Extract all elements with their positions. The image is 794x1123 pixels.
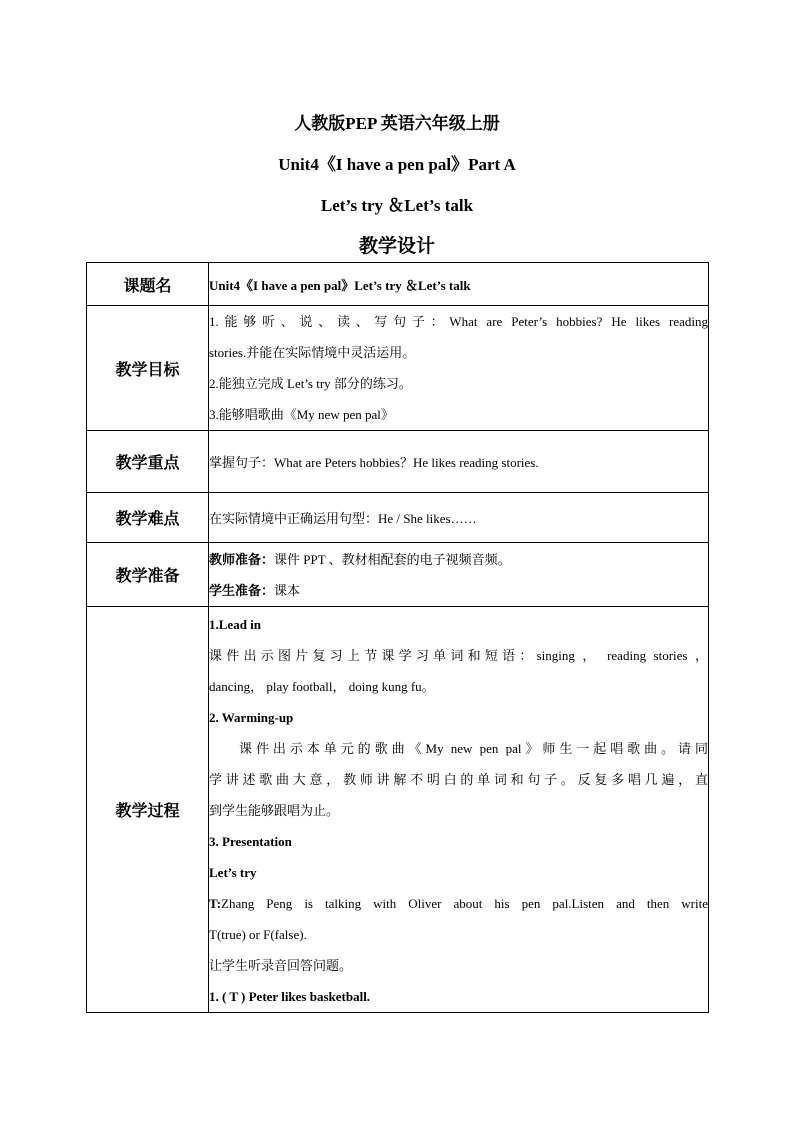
table-row-objectives [87,306,709,431]
teacher-prep-label: 教师准备： [209,551,275,567]
process-heading-lead-in: 1.Lead in [209,617,262,632]
objective-line-4: 3.能够唱歌曲《My new pen pal》 [209,407,394,422]
process-question-1: 1. ( T ) Peter likes basketball. [209,989,371,1004]
process-listen-instruction: 让学生听录音回答问题。 [209,958,353,973]
row-label-difficulties: 教学难点 [87,493,209,543]
teacher-preparation [209,544,708,575]
document-title-block [0,103,794,267]
teacher-prep-text: 课件 PPT 、教材相配套的电子视频音频。 [274,551,511,567]
teacher-label: T: [209,896,222,911]
teacher-instruction-text: Zhang Peng is talking with Oliver about his pen pal.Listen and then write [221,896,708,911]
table-row-process [87,607,709,1013]
row-content-objectives [209,306,709,431]
title-line-4: 教学设计 [358,236,435,257]
row-label-key-points: 教学重点 [87,431,209,493]
row-label-process: 教学过程 [87,607,209,1013]
process-warming-up-line-3: 到学生能够跟唱为止。 [209,803,340,818]
process-heading-lets-try: Let’s try [209,865,257,880]
objective-line-1: 1.能够听、说、读、写句子：What are Peter’s hobbies? He likes reading [209,314,708,329]
student-prep-label: 学生准备： [209,582,275,598]
row-content-process [209,607,709,1013]
process-lead-in-line-1: 课件出示图片复习上节课学习单词和短语：singing ， reading stories ， [209,648,708,663]
table-row-preparation [87,543,709,607]
row-label-objectives: 教学目标 [87,306,209,431]
title-line-3: Let’s try ＆Let’s talk [320,196,474,215]
objective-line-3: 2.能独立完成 Let’s try 部分的练习。 [209,376,412,391]
table-row-difficulties [87,493,709,543]
title-line-2: Unit4《I have a pen pal》Part A [278,155,516,174]
row-content-key-points: 掌握句子：What are Peters hobbies？He likes reading stories. [209,431,709,493]
table-row-topic [87,263,709,306]
student-prep-text: 课本 [274,582,301,598]
process-heading-presentation: 3. Presentation [209,834,292,849]
lesson-plan-table [86,262,709,1013]
process-heading-warming-up: 2. Warming-up [209,710,294,725]
table-row-key-points [87,431,709,493]
row-label-topic: 课题名 [87,263,209,306]
objective-line-2: stories.并能在实际情境中灵活运用。 [209,345,416,360]
row-content-difficulties: 在实际情境中正确运用句型：He / She likes…… [209,493,709,543]
row-content-preparation [209,543,709,607]
title-line-1: 人教版PEP 英语六年级上册 [294,114,500,133]
process-warming-up-line-1: 课件出示本单元的歌曲《My new pen pal》师生一起唱歌曲。请同 [239,741,708,756]
process-teacher-instruction-line-2: T(true) or F(false). [209,927,307,942]
row-label-preparation: 教学准备 [87,543,209,607]
row-content-topic: Unit4《I have a pen pal》Let’s try ＆Let’s talk [209,263,709,306]
student-preparation [209,575,708,606]
process-warming-up-line-2: 学讲述歌曲大意，教师讲解不明白的单词和句子。反复多唱几遍，直 [209,772,708,787]
process-teacher-instruction [209,888,708,919]
process-lead-in-line-2: dancing， play football， doing kung fu。 [209,679,435,694]
